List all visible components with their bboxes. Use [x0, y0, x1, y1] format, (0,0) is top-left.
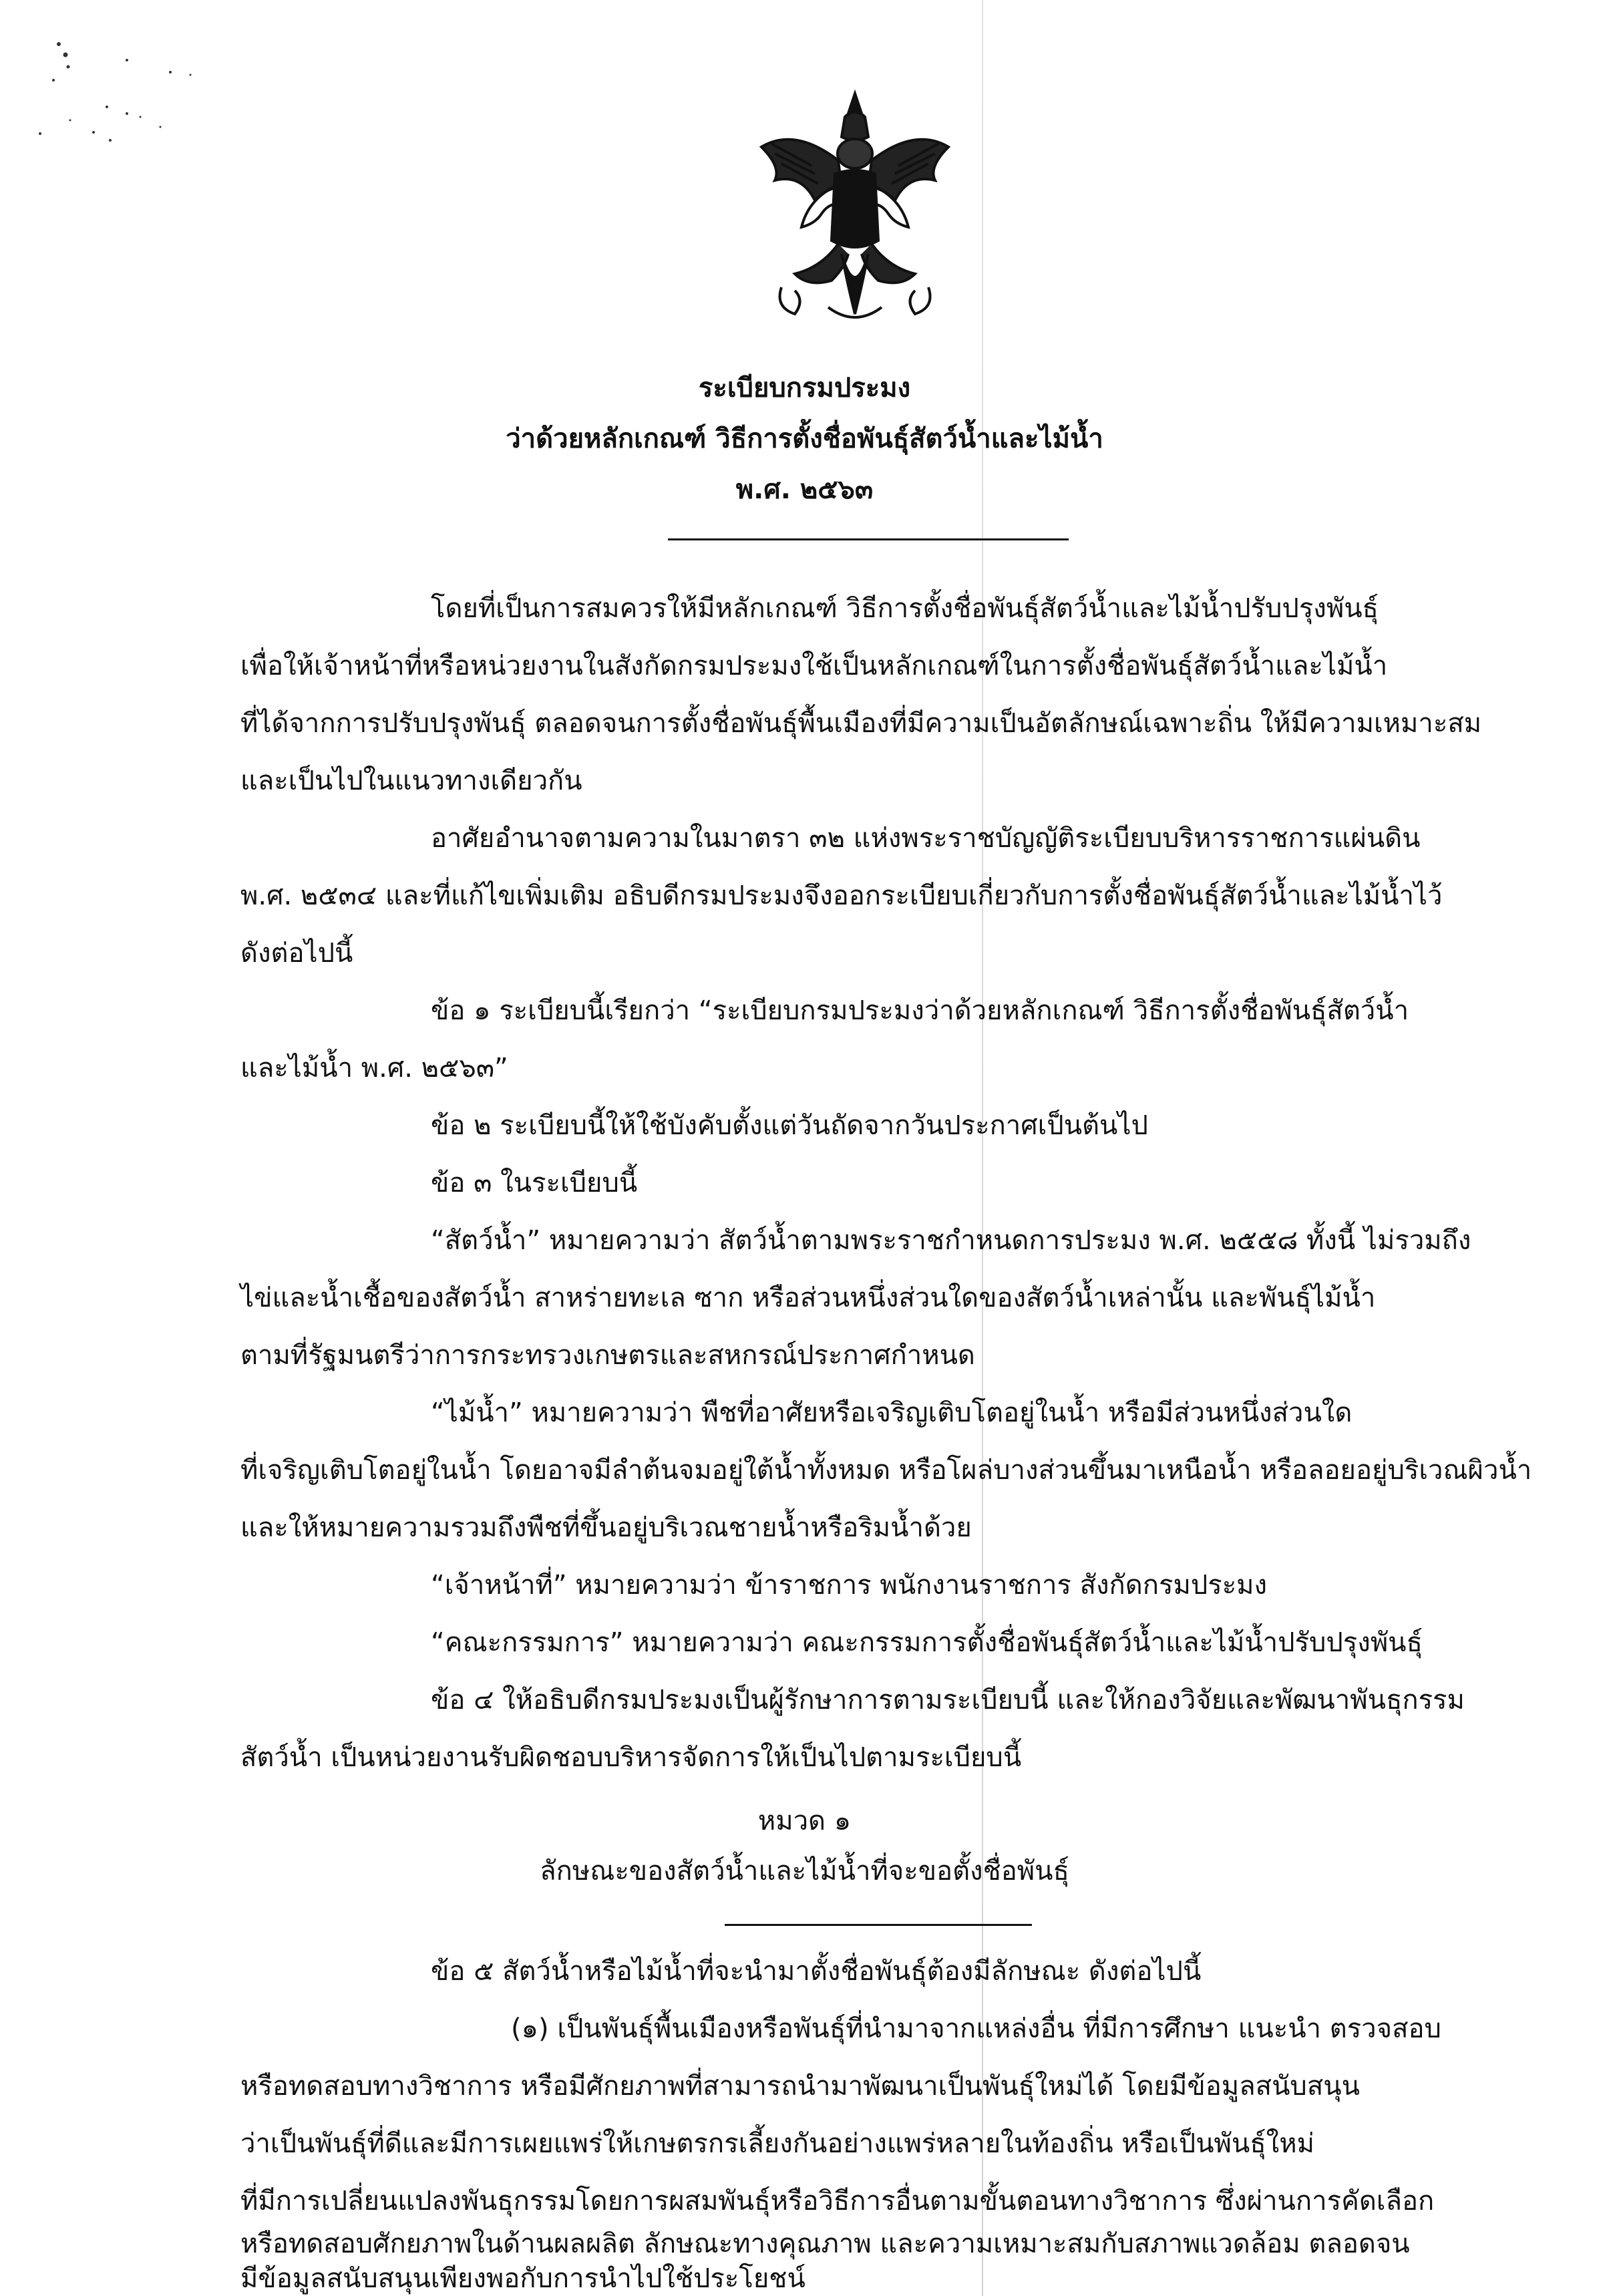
body-line: ข้อ ๒ ระเบียบนี้ให้ใช้บังคับตั้งแต่วันถัดจากวันประกาศเป็นต้นไป	[431, 1110, 1148, 1141]
body-line: อาศัยอำนาจตามความในมาตรา ๓๒ แห่งพระราชบัญญัติระเบียบบริหารราชการแผ่นดิน	[431, 823, 1421, 854]
body-line: ข้อ ๑ ระเบียบนี้เรียกว่า “ระเบียบกรมประมงว่าด้วยหลักเกณฑ์ วิธีการตั้งชื่อพันธุ์สัตว์น้ำ	[431, 995, 1409, 1026]
body-line: มีข้อมูลสนับสนุนเพียงพอกับการนำไปใช้ประโยชน์	[240, 2263, 806, 2294]
body-line: และไม้น้ำ พ.ศ. ๒๕๖๓”	[240, 1053, 508, 1084]
body-line: หรือทดสอบศักยภาพในด้านผลผลิต ลักษณะทางคุณภาพ และความเหมาะสมกับสภาพแวดล้อม ตลอดจน	[240, 2229, 1410, 2259]
body-line: ข้อ ๕ สัตว์น้ำหรือไม้น้ำที่จะนำมาตั้งชื่อพันธุ์ต้องมีลักษณะ ดังต่อไปนี้	[431, 1956, 1202, 1987]
body-line: ตามที่รัฐมนตรีว่าการกระทรวงเกษตรและสหกรณ์ประกาศกำหนด	[240, 1340, 975, 1371]
body-line: หรือทดสอบทางวิชาการ หรือมีศักยภาพที่สามารถนำมาพัฒนาเป็นพันธุ์ใหม่ได้ โดยมีข้อมูลสนับสนุน	[240, 2071, 1360, 2102]
body-line: พ.ศ. ๒๕๓๔ และที่แก้ไขเพิ่มเติม อธิบดีกรมประมงจึงออกระเบียบเกี่ยวกับการตั้งชื่อพันธุ์สัตว์น้ำและไม้น้ำไว้	[240, 880, 1443, 911]
body-line: และให้หมายความรวมถึงพืชที่ขึ้นอยู่บริเวณชายน้ำหรือริมน้ำด้วย	[240, 1512, 972, 1543]
body-line: และเป็นไปในแนวทางเดียวกัน	[240, 766, 582, 796]
document-title: ระเบียบกรมประมง	[698, 373, 911, 403]
body-line: ข้อ ๔ ให้อธิบดีกรมประมงเป็นผู้รักษาการตามระเบียบนี้ และให้กองวิจัยและพัฒนาพันธุกรรม	[431, 1685, 1465, 1715]
body-line: ดังต่อไปนี้	[240, 938, 353, 969]
body-line: เพื่อให้เจ้าหน้าที่หรือหน่วยงานในสังกัดกรมประมงใช้เป็นหลักเกณฑ์ในการตั้งชื่อพันธุ์สัตว์น้ำและไม้น้ำ	[240, 651, 1388, 681]
body-line: ว่าเป็นพันธุ์ที่ดีและมีการเผยแพร่ให้เกษตรกรเลี้ยงกันอย่างแพร่หลายในท้องถิ่น หรือเป็นพันธุ์ใหม่	[240, 2128, 1314, 2159]
document-subtitle: ว่าด้วยหลักเกณฑ์ วิธีการตั้งชื่อพันธุ์สัตว์น้ำและไม้น้ำ	[506, 424, 1103, 454]
document-year: พ.ศ. ๒๕๖๓	[735, 474, 874, 505]
body-line: “สัตว์น้ำ” หมายความว่า สัตว์น้ำตามพระราชกำหนดการประมง พ.ศ. ๒๕๕๘ ทั้งนี้ ไม่รวมถึง	[431, 1225, 1471, 1256]
chapter-divider	[725, 1924, 1032, 1926]
body-line: “ไม้น้ำ” หมายความว่า พืชที่อาศัยหรือเจริญเติบโตอยู่ในน้ำ หรือมีส่วนหนึ่งส่วนใด	[431, 1398, 1353, 1428]
body-line: “เจ้าหน้าที่” หมายความว่า ข้าราชการ พนักงานราชการ สังกัดกรมประมง	[431, 1570, 1268, 1601]
body-line: “คณะกรรมการ” หมายความว่า คณะกรรมการตั้งชื่อพันธุ์สัตว์น้ำและไม้น้ำปรับปรุงพันธุ์	[431, 1627, 1423, 1658]
chapter-number: หมวด ๑	[757, 1806, 852, 1836]
scan-specks	[27, 13, 214, 160]
body-line: ที่เจริญเติบโตอยู่ในน้ำ โดยอาจมีลำต้นจมอยู่ใต้น้ำทั้งหมด หรือโผล่บางส่วนขึ้นมาเหนือน้ำ หรือลอยอยู่บริเวณผิวน้ำ	[240, 1455, 1532, 1486]
title-divider	[668, 538, 1069, 540]
body-line: ที่มีการเปลี่ยนแปลงพันธุกรรมโดยการผสมพันธุ์หรือวิธีการอื่นตามขั้นตอนทางวิชาการ ซึ่งผ่านการคัดเลือก	[240, 2186, 1435, 2217]
garuda-emblem	[755, 87, 955, 341]
body-line: โดยที่เป็นการสมควรให้มีหลักเกณฑ์ วิธีการตั้งชื่อพันธุ์สัตว์น้ำและไม้น้ำปรับปรุงพันธุ์	[431, 593, 1379, 624]
body-line: ที่ได้จากการปรับปรุงพันธุ์ ตลอดจนการตั้งชื่อพันธุ์พื้นเมืองที่มีความเป็นอัตลักษณ์เฉพาะถิ่น ให้มีความเหมาะสม	[240, 708, 1482, 739]
fold-line	[982, 0, 983, 2296]
body-line: (๑) เป็นพันธุ์พื้นเมืองหรือพันธุ์ที่นำมาจากแหล่งอื่น ที่มีการศึกษา แนะนำ ตรวจสอบ	[511, 2013, 1441, 2044]
body-line: ไข่และน้ำเชื้อของสัตว์น้ำ สาหร่ายทะเล ซาก หรือส่วนหนึ่งส่วนใดของสัตว์น้ำเหล่านั้น และพันธุ์ไม้น้ำ	[240, 1283, 1376, 1313]
body-line: ข้อ ๓ ในระเบียบนี้	[431, 1168, 638, 1198]
body-line: สัตว์น้ำ เป็นหน่วยงานรับผิดชอบบริหารจัดการให้เป็นไปตามระเบียบนี้	[240, 1742, 1022, 1773]
chapter-title: ลักษณะของสัตว์น้ำและไม้น้ำที่จะขอตั้งชื่อพันธุ์	[540, 1856, 1069, 1887]
